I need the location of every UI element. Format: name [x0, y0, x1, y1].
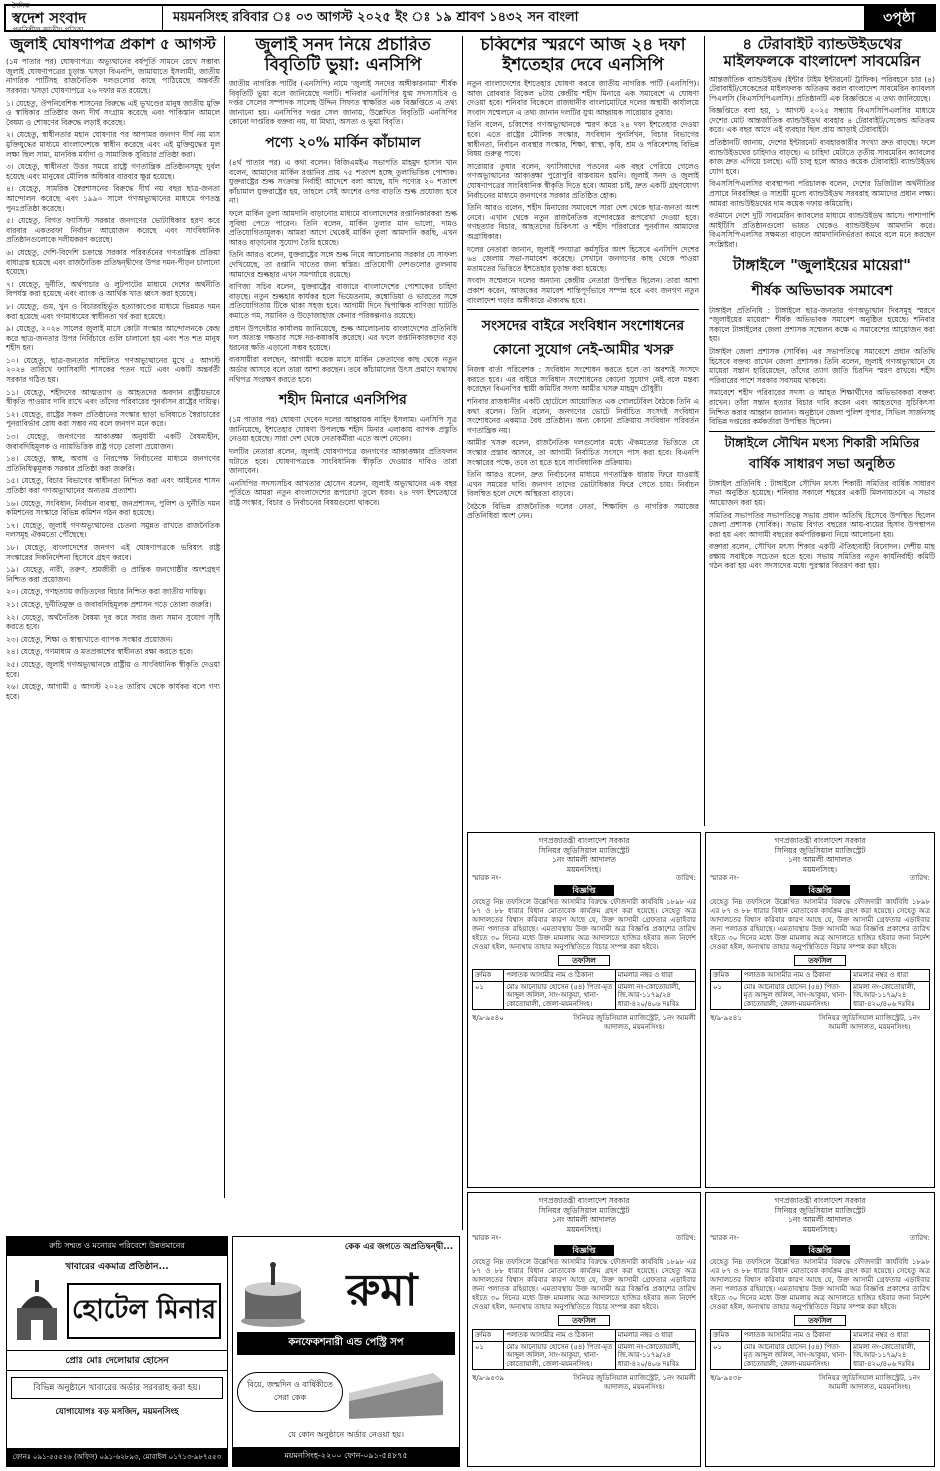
- paragraph: ২৩। যেহেতু, শিক্ষা ও স্বাস্থ্যখাতে ব্যাপক সংস্কার প্রয়োজন।: [6, 634, 173, 644]
- subheadline: টাঙ্গাইলে সৌখিন মৎস্য শিকারী সমিতির: [709, 431, 935, 455]
- notice-court: সিনিয়র জুডিসিয়াল ম্যাজিস্ট্রেট: [538, 1205, 630, 1215]
- article-ncp-manifesto: [467, 36, 699, 826]
- paragraph: ১২। যেহেতু, রাষ্ট্রের সকল প্রতিষ্ঠানের সংস্কার ছাড়া ভবিষ্যতে স্বৈরাচারের পুনরাবির্ভাব রোধ করা সম্ভব নয় বলে জনগণ মনে করে।: [6, 409, 220, 429]
- article-body: [6, 57, 220, 701]
- paragraph: বর্তমানে দেশে দুটি সাবমেরিন ক্যাবলের মাধ্যমে ব্যান্ডউইডথ আসে। পাশাপাশি আইটিসি প্রতিষ্ঠানগুলো ভারত থেকেও ব্যান্ডউইডথ আমদানি করে। বিএসসিপিএলসির সক্ষমতা বাড়লে আমদানিনির্ভরতা কমবে বলে মনে করছেন সংশ্লিষ্টরা।: [709, 211, 935, 249]
- mosque-icon: [13, 1280, 61, 1342]
- notice-court: সিনিয়র জুডিসিয়াল ম্যাজিস্ট্রেট: [774, 1205, 866, 1215]
- notice-text: যেহেতু নিম্ন তফসিলে উল্লেখিত আসামীর বিরুদ্ধে ফৌজদারী কার্যবিধি ১৮৯৮ এর ৮৭ ও ৮৮ ধারার বিধান মোতাবেক কার্যক্রম গ্রহণ করা হয়েছে। সেহেতু অত্র আদালতের বিশ্বাস করিবার কারণ আছে যে, উক্ত আসামী গ্রেফতার এড়াইবার জন্য পলাতক রহিয়াছে। এমতাবস্থায় উক্ত আসামী অত্র বিজ্ঞপ্তি প্রকাশের তারিখ হইতে ৩০ দিনের মধ্যে উক্ত মামলায় অত্র আদালতে হাজির হইবার জন্য নির্দেশ দেওয়া হইল, অন্যথায় তাহার অনুপস্থিতিতে বিচার সম্পন্ন করা হইবে।: [472, 1258, 696, 1311]
- paragraph: প্রতিষ্ঠানটি জানায়, দেশের ইন্টারনেট ব্যবহারকারীর সংখ্যা দ্রুত বাড়ছে। ফলে ব্যান্ডউইডথের চাহিদাও বাড়ছে। এ চাহিদা মেটাতে তৃতীয় সাবমেরিন ক্যাবলের কাজ দ্রুত এগিয়ে চলছে। এটি চালু হলে আরও কয়েক টেরাবাইট ব্যান্ডউইডথ যোগ হবে।: [709, 138, 935, 176]
- table-cell: মামলা নং-কোতোয়ালী, জি.আর-১১৭৯/২৪ ধারা-৪২০/৪০৬ দঃবিঃ: [851, 1341, 930, 1370]
- order-line: বিভিন্ন অনুষ্ঠানে খাবারের অর্ডার সরবরাহ করা হয়।: [11, 1377, 223, 1399]
- ad-top-line2: খাবারের একমাত্র প্রতিষ্ঠান...: [65, 1262, 169, 1272]
- paragraph: ৫। যেহেতু, বিগত ফ্যাসিস্ট সরকার জনগণের ভোটাধিকার হরণ করে বারবার একতরফা নির্বাচন আয়োজন করেছে এবং সাংবিধানিক প্রতিষ্ঠানগুলোকে দলীয়করণ করেছে।: [6, 216, 220, 245]
- paragraph: ৭। যেহেতু, দুর্নীতি, অর্থপাচার ও লুটপাটের মাধ্যমে দেশের অর্থনীতি বিপর্যস্ত করা হয়েছে এবং ব্যাংক ও আর্থিক খাত ধ্বংস করা হয়েছে।: [6, 279, 220, 299]
- notice-city: ময়মনসিংহ।: [802, 1224, 838, 1234]
- notice-court: সিনিয়র জুডিসিয়াল ম্যাজিস্ট্রেট: [538, 845, 630, 855]
- table-cell: মোঃ আনোয়ার হোসেন (৫৪) পিতা-মৃত আব্দুল জলিল, সাং-আকুয়া, থানা-কোতোয়ালী, জেলা-ময়মনসিংহ।: [741, 981, 851, 1010]
- table-header: পলাতক আসামীর নাম ও ঠিকানা: [504, 1330, 616, 1342]
- paragraph: তিনি বলেন, চব্বিশের গণঅভ্যুত্থানকে স্মরণ করে ২৪ দফা ইশতেহার দেওয়া হবে। এতে রাষ্ট্রের মৌলিক সংস্কার, সংবিধান পুনর্লিখন, বিচার বিভাগের স্বাধীনতা, নির্বাচন ব্যবস্থার সংস্কার, শিক্ষা, স্বাস্থ্য, কৃষি, শ্রম ও পরিবেশসহ বিভিন্ন বিষয় গুরুত্ব পাবে।: [467, 120, 699, 159]
- memo-label: স্মারক নং-: [710, 1234, 740, 1242]
- table-header: ক্রমিক: [473, 970, 504, 982]
- subheadline: পণ্যে ২০% মার্কিন কাঁচামাল: [265, 135, 421, 152]
- table-cell: মামলা নং-কোতোয়ালী, জি.আর-১১৭৯/২৪ ধারা-৪২০/৪০৬ দঃবিঃ: [851, 981, 930, 1010]
- paragraph: আন্তর্জাতিক ব্যান্ডউইডথ (ইন্টার টাইম ইন্টারনেট ট্রাফিক) পরিবহনে চার (৪) টেরাবাইট/সেকেন্ডের মাইলফলক অতিক্রম করল বাংলাদেশ সাবমেরিন ক্যাবলস পিএলসি (বিএসসিপিএলসি)। প্রতিষ্ঠানটি এক বিজ্ঞপ্তিতে এ তথ্য জানিয়েছে।: [709, 74, 935, 103]
- article-body: [709, 479, 935, 571]
- paragraph: ২। যেহেতু, স্বাধীনতার মহান ঘোষণার পর আপামর জনগণ দীর্ঘ নয় মাস মুক্তিযুদ্ধের মাধ্যমে বাংলাদেশকে স্বাধীন করেছে এবং এই মুক্তিযুদ্ধের মূল লক্ষ্য ছিল সাম্য, মানবিক মর্যাদা ও সামাজিক সুবিচার প্রতিষ্ঠা করা।: [6, 130, 220, 159]
- article-body: [467, 79, 699, 305]
- article-body: [229, 415, 457, 507]
- table-header: মামলার নম্বর ও ধারা: [851, 1330, 930, 1342]
- notice-signature: সিনিয়র জুডিসিয়াল ম্যাজিস্ট্রেট, ১নং আমলী আদালত, ময়মনসিংহ।: [573, 1014, 696, 1032]
- paragraph: জাতীয় নাগরিক পার্টির (এনসিপি) নামে 'জুলাই সনদের অঙ্গীকারনামা' শীর্ষক বিবৃতিটি ভুয়া বলে জানিয়েছে দলটি। শনিবার এনসিপির যুগ্ম সদস্যসচিব ও দপ্তর সেলের সম্পাদক সালেহ উদ্দিন সিফাত স্বাক্ষরিত এক বিজ্ঞপ্তিতে এ তথ্য জানানো হয়। এনসিপির দপ্তর সেল জানায়, উল্লেখিত বিবৃতিটি এনসিপির কোনো দাপ্তরিক বক্তব্য নয়, যা মিথ্যা, অসত্য ও ভুয়া বিবৃতি।: [229, 79, 457, 127]
- paragraph: নিজস্ব বার্তা পরিবেশক : সংবিধান সংশোধন করতে হলে তা অবশ্যই সংসদে করতে হবে। এর বাইরে সংবিধান সংশোধনের কোনো সুযোগ নেই বলে মন্তব্য করেছেন বিএনপির স্থায়ী কমিটির সদস্য আমীর খসরু মাহমুদ চৌধুরী।: [467, 365, 699, 394]
- date-label: তারিখ:: [909, 874, 930, 882]
- article-body: [229, 79, 457, 127]
- notice-text: যেহেতু নিম্ন তফসিলে উল্লেখিত আসামীর বিরুদ্ধে ফৌজদারী কার্যবিধি ১৮৯৮ এর ৮৭ ও ৮৮ ধারার বিধান মোতাবেক কার্যক্রম গ্রহণ করা হয়েছে। সেহেতু অত্র আদালতের বিশ্বাস করিবার কারণ আছে যে, উক্ত আসামী গ্রেফতার এড়াইবার জন্য পলাতক রহিয়াছে। এমতাবস্থায় উক্ত আসামী অত্র বিজ্ঞপ্তি প্রকাশের তারিখ হইতে ৩০ দিনের মধ্যে উক্ত মামলায় অত্র আদালতে হাজির হইবার জন্য নির্দেশ দেওয়া হইল, অন্যথায় তাহার অনুপস্থিতিতে বিচার সম্পন্ন করা হইবে।: [472, 898, 696, 951]
- table-cell: মামলা নং-কোতোয়ালী, জি.আর-১১৭৯/২৪ ধারা-৪২০/৪০৬ দঃবিঃ: [615, 1341, 695, 1370]
- logo-daily: দৈনিক: [12, 2, 30, 10]
- table-cell: ০১: [473, 1341, 504, 1370]
- table-header-row: [473, 970, 696, 982]
- notice-badge: বিজ্ঞপ্তি: [554, 885, 614, 896]
- shop-subtitle: কনফেকশনারী এন্ড পেস্ট্রি সপ: [237, 1332, 455, 1355]
- cake-icon: [237, 1259, 309, 1329]
- paragraph: ৪। যেহেতু, সামরিক স্বৈরশাসনের বিরুদ্ধে দীর্ঘ নয় বছর ছাত্র-জনতা আন্দোলন করেছে এবং ১৯৯০ সালে গণঅভ্যুত্থানের মাধ্যমে গণতন্ত্র পুনঃপ্রতিষ্ঠা করেছে।: [6, 184, 220, 213]
- paragraph: শনিবার রাজধানীর একটি হোটেলে আয়োজিত এক গোলটেবিল বৈঠকে তিনি এ কথা বলেন। তিনি বলেন, জনগণের ভোটে নির্বাচিত সংসদই সংবিধান সংশোধনের একমাত্র বৈধ প্রতিষ্ঠান। অন্য কোনো প্রক্রিয়ায় সংবিধান পরিবর্তন গণতান্ত্রিক নয়।: [467, 396, 699, 435]
- notice-badge: বিজ্ঞপ্তি: [554, 1245, 614, 1256]
- paragraph: সারোয়ার তুষার বলেন, ফ্যাসিবাদের পতনের এক বছর পেরিয়ে গেলেও গণঅভ্যুত্থানের আকাঙ্ক্ষা পুরোপুরি বাস্তবায়ন হয়নি। জুলাই সনদ ও জুলাই ঘোষণাপত্রের সাংবিধানিক স্বীকৃতি দিতে হবে। আমরা চাই, দ্রুত একটি গ্রহণযোগ্য নির্বাচনের মাধ্যমে জনগণের সরকার প্রতিষ্ঠিত হোক।: [467, 161, 699, 200]
- notice-signature: সিনিয়র জুডিসিয়াল ম্যাজিস্ট্রেট, ১নং আমলী আদালত, ময়মনসিংহ।: [573, 1374, 696, 1392]
- paragraph: ৩। যেহেতু, স্বাধীনতা উত্তর সময়ে রাষ্ট্রে গণতান্ত্রিক প্রতিষ্ঠানসমূহ দুর্বল হয়েছে এবং মানুষের মৌলিক অধিকার বারবার ক্ষুণ্ণ হয়েছে।: [6, 162, 220, 181]
- table-cell: ০১: [711, 981, 742, 1010]
- table-cell: ০১: [711, 1341, 742, 1370]
- paragraph: বাণিজ্য সচিব বলেন, যুক্তরাষ্ট্রের বাজারে বাংলাদেশের পোশাকের চাহিদা বাড়ছে। নতুন শুল্কহার কার্যকর হলে ভিয়েতনাম, কম্বোডিয়া ও ভারতের সঙ্গে প্রতিযোগিতায় টিকে থাকা সহজ হবে। আগামী দিনে দ্বিপাক্ষিক বাণিজ্য ঘাটতি কমাতে গম, সয়াবিন ও উড়োজাহাজ কেনার পরিকল্পনাও রয়েছে।: [229, 282, 457, 320]
- article-body: [467, 365, 699, 521]
- paragraph: ১৫। যেহেতু, বিচার বিভাগের স্বাধীনতা নিশ্চিত করা এবং আইনের শাসন প্রতিষ্ঠা করা গণঅভ্যুত্থানের অন্যতম প্রত্যাশা।: [6, 476, 220, 495]
- notice-court: সিনিয়র জুডিসিয়াল ম্যাজিস্ট্রেট: [774, 845, 866, 855]
- notice-signature: সিনিয়র জুডিসিয়াল ম্যাজিস্ট্রেট, ১নং আমলী আদালত, ময়মনসিংহ।: [819, 1014, 920, 1032]
- notice-court2: ১নং আমলী আদালত: [787, 1215, 853, 1224]
- table-header: পলাতক আসামীর নাম ও ঠিকানা: [504, 970, 616, 982]
- table-header-row: [473, 1330, 696, 1342]
- speech-bubble: বিয়ে, জন্মদিন ও বার্ষিকীতে সেরা কেক: [237, 1372, 343, 1412]
- paragraph: আমীর খসরু বলেন, রাজনৈতিক দলগুলোর মধ্যে ঐকমত্যের ভিত্তিতে যে সংস্কার প্রস্তাব আসবে, তা আগামী নির্বাচিত সংসদে পাস করা হবে। বিএনপি সংস্কারের পক্ষে, তবে তা হতে হবে সাংবিধানিক প্রক্রিয়ায়।: [467, 438, 699, 467]
- table-header: মামলার নম্বর ও ধারা: [851, 970, 930, 982]
- notice-court2: ১নং আমলী আদালত: [551, 855, 617, 864]
- paragraph: নতুন বাংলাদেশের ইশতেহার ঘোষণা করবে জাতীয় নাগরিক পার্টি (এনসিপি)। আজ রোববার বিকেল ৪টায় কেন্দ্রীয় শহীদ মিনারে এক সমাবেশে এ ঘোষণা দেওয়া হবে। শনিবার বিকেলে রাজধানীর বাংলামোটরে দলের অস্থায়ী কার্যালয়ে সংবাদ সম্মেলনে এ তথ্য জানান দলটির যুগ্ম আহ্বায়ক সারোয়ার তুষার।: [467, 79, 699, 117]
- paragraph: (১ম পাতার পর) ঘোষণা দেবেন দলের আহ্বায়ক নাহিদ ইসলাম। এনসিপি সূত্র জানিয়েছে, ইশতেহার ঘোষণা উপলক্ষে শহীদ মিনার এলাকায় ব্যাপক প্রস্তুতি নেওয়া হয়েছে। সারা দেশ থেকে নেতাকর্মীরা এতে অংশ নেবেন।: [229, 415, 457, 444]
- article-body: [709, 75, 935, 250]
- contact: ময়মনসিংহ-২২০০ ফোন-০৯১-৫৪৮৭৫: [233, 1447, 459, 1466]
- notice-badge: বিজ্ঞপ্তি: [790, 1245, 850, 1256]
- table-header: পলাতক আসামীর নাম ও ঠিকানা: [741, 970, 851, 982]
- table-row: [473, 1341, 696, 1370]
- paragraph: দলের নেতারা জানান, জুলাই পদযাত্রা কর্মসূচির অংশ হিসেবে এনসিপি দেশের ৬৪ জেলায় সভা-সমাবেশ করেছে। সেখানে জনগণের কাছ থেকে পাওয়া মতামতের ভিত্তিতে ইশতেহার চূড়ান্ত করা হয়েছে।: [467, 244, 699, 273]
- notice-city: ময়মনসিংহ।: [802, 864, 838, 874]
- table-header: মামলার নম্বর ও ধারা: [615, 1330, 695, 1342]
- court-notice: [467, 832, 701, 1188]
- headline-line2: মাইলফলকে বাংলাদেশ সাবমেরিন: [723, 52, 921, 71]
- table-header-row: [711, 970, 930, 982]
- paragraph: টাঙ্গাইল প্রতিনিধি : টাঙ্গাইলে সৌখিন মৎস্য শিকারী সমিতির বার্ষিক সাধারণ সভা অনুষ্ঠিত হয়েছে। শনিবার সকালে শহরের একটি মিলনায়তনে এ সভার আয়োজন করা হয়।: [709, 478, 935, 507]
- logo-name: স্বদেশ সংবাদ: [12, 9, 87, 27]
- subheadline: সংসদের বাইরে সংবিধান সংশোধনের কোনো সুযোগ নেই-আমীর খসরু: [467, 309, 699, 362]
- court-notice: [705, 1192, 935, 1467]
- paragraph: ২১। যেহেতু, দুর্নীতিমুক্ত ও জবাবদিহিমূলক প্রশাসন গড়ে তোলা জরুরি।: [6, 599, 212, 609]
- memo-label: স্মারক নং-: [472, 874, 502, 882]
- memo-label: স্মারক নং-: [710, 874, 740, 882]
- column-divider: [224, 36, 225, 1198]
- paragraph: তিনি আরও বলেন, দ্রুত নির্বাচনের মাধ্যমে গণতান্ত্রিক ধারায় ফিরে যাওয়াই এখন সময়ের দাবি। জনগণ তাদের ভোটাধিকার ফিরে পেতে চায়। নির্বাচন বিলম্বিত হলে দেশে অস্থিরতা বাড়বে।: [467, 470, 699, 499]
- paragraph: ফলে মার্কিন তুলা আমদানি বাড়ানোর মাধ্যমে বাংলাদেশের রপ্তানিকারকরা শুল্ক সুবিধা পেতে পারেন। তিনি বলেন, মার্কিন তুলার মান ভালো, দামও প্রতিযোগিতামূলক। আমরা আগে থেকেই মার্কিন তুলা আমদানি করছি, এখন আরও বাড়ানোর সুযোগ তৈরি হয়েছে।: [229, 209, 457, 247]
- table-header: ক্রমিক: [473, 1330, 504, 1342]
- paragraph: তিনি আরও বলেন, শহীদ মিনারের সমাবেশে সারা দেশ থেকে ছাত্র-জনতা অংশ নেবে। এখান থেকে নতুন রাজনৈতিক বন্দোবস্তের রূপরেখা দেওয়া হবে। গণহত্যার বিচার, আহতদের চিকিৎসা ও শহীদ পরিবারের পুনর্বাসন আমাদের অগ্রাধিকার।: [467, 203, 699, 241]
- hotel-name: হোটেল মিনার: [67, 1283, 221, 1339]
- page-number: ৩পৃষ্ঠা: [864, 6, 934, 30]
- schedule-table: [472, 1329, 696, 1370]
- paragraph: ৬। যেহেতু, দেশি-বিদেশি চক্রান্তে সরকার পরিবর্তনের গণতান্ত্রিক প্রক্রিয়া বাধাগ্রস্ত হয়েছে এবং রাজনৈতিক প্রতিদ্বন্দ্বীদের উপর দমন-পীড়ন চালানো হয়েছে।: [6, 247, 220, 277]
- paragraph: ২০। যেহেতু, গণহত্যায় জড়িতদের বিচার নিশ্চিত করা জাতীয় দায়িত্ব।: [6, 587, 206, 597]
- paragraph: সমাবেশে শহীদ পরিবারের সদস্য ও আহত শিক্ষার্থীদের অভিভাবকরা বক্তব্য রাখেন। তাঁরা সন্তান হত্যার বিচার দাবি করেন এবং আহতদের সুচিকিৎসা নিশ্চিত করার আহ্বান জানান। অনুষ্ঠানে জেলা পুলিশ সুপার, সিভিল সার্জনসহ বিভিন্ন দপ্তরের কর্মকর্তারা উপস্থিত ছিলেন।: [709, 388, 935, 427]
- paragraph: দলটির নেতারা বলেন, জুলাই ঘোষণাপত্রে জনগণের আকাঙ্ক্ষার প্রতিফলন ঘটাতে হবে। ঘোষণাপত্রকে সাংবিধানিক স্বীকৃতি দেওয়ার দাবিও তারা জানাবেন।: [229, 446, 457, 476]
- schedule-label: তফসিল: [794, 1315, 846, 1326]
- date-label: তারিখ:: [909, 1234, 930, 1242]
- notice-ref: স্ব/৯-৯৫৩৯: [472, 1374, 504, 1383]
- notice-badge: বিজ্ঞপ্তি: [790, 885, 850, 896]
- paragraph: ১। যেহেতু, ঔপনিবেশিক শাসনের বিরুদ্ধে এই ভূখণ্ডের মানুষ জাতীয় মুক্তি ও স্বাধিকার প্রতিষ্ঠার জন্য দীর্ঘ সংগ্রাম করেছে এবং পাকিস্তান আমলে বৈষম্য ও শোষণের বিরুদ্ধে লড়াই করেছে।: [6, 98, 220, 127]
- dateline: ময়মনসিংহ রবিবার ঃ ০৩ আগস্ট ২০২৫ ইং ঃ ১৯ শ্রাবণ ১৪৩২ সন বাংলা: [173, 9, 579, 25]
- table-header: পলাতক আসামীর নাম ও ঠিকানা: [741, 1330, 851, 1342]
- paragraph: টাঙ্গাইল জেলা প্রশাসক (সার্বিক) এর সভাপতিত্বে সমাবেশে প্রধান অতিথি হিসেবে বক্তব্য রাখেন জেলা প্রশাসক। তিনি বলেন, জুলাই গণঅভ্যুত্থানে যে মায়েরা সন্তান হারিয়েছেন, তাঁদের ত্যাগ জাতি চিরদিন স্মরণ রাখবে। শহীদ পরিবারের পাশে সরকার সবসময় থাকবে।: [709, 346, 935, 385]
- column-divider: [462, 36, 463, 1230]
- paragraph: বৈঠকে বিভিন্ন রাজনৈতিক দলের নেতা, শিক্ষাবিদ ও নাগরিক সমাজের প্রতিনিধিরা অংশ নেন।: [467, 501, 699, 521]
- table-header: ক্রমিক: [711, 1330, 742, 1342]
- paragraph: (১ম পাতার পর) ঘোষণাপত্র। অভ্যুত্থানের বর্ষপূর্তি সামনে রেখে সম্ভাব্য জুলাই ঘোষণাপত্রের চূড়ান্ত খসড়া বিএনপি, জামায়াতে ইসলামী, জাতীয় নাগরিক পার্টিসহ রাজনৈতিক দলগুলোর কাছে পাঠিয়েছে অন্তর্বর্তী সরকার। খসড়া ঘোষণাপত্রে ২৬ দফার মত রয়েছে।: [6, 57, 220, 96]
- newspaper-logo: [6, 2, 163, 34]
- subheadline: টাঙ্গাইলে "জুলাইয়ের মায়েরা": [733, 255, 911, 274]
- paragraph: ১৭। যেহেতু, জুলাই গণঅভ্যুত্থানের চেতনা সমুন্নত রাখতে রাজনৈতিক দলসমূহ ঐকমত্যে পৌঁছেছে।: [6, 520, 220, 540]
- paragraph: (৪র্থ পাতার পর) এ কথা বলেন। বিজিএমইএ সভাপতি মাহমুদ হাসান খান বলেন, আমাদের মার্কিন রপ্তানির প্রায় ৭৫ শতাংশ হচ্ছে তুলাভিত্তিক পোশাক। যুক্তরাষ্ট্রের শুল্ক সংক্রান্ত নির্বাহী আদেশে বলা আছে, যদি পণ্যের ২০ শতাংশ কাঁচামাল যুক্তরাষ্ট্রের হয়, তাহলে সেই অংশের ওপর বাড়তি শুল্ক প্রযোজ্য হবে না।: [229, 158, 457, 206]
- schedule-table: [472, 969, 696, 1010]
- cake-slice-icon: [343, 1361, 453, 1423]
- headline: চব্বিশের স্মরণে আজ ২৪ দফা ইশতেহার দেবে এনসিপি: [480, 36, 686, 75]
- paragraph: টাঙ্গাইল প্রতিনিধি : টাঙ্গাইলে ছাত্র-জনতার গণঅভ্যুত্থান দিবসমূহ স্মরণে "জুলাইয়ের মায়েরা" শীর্ষক অভিভাবক সমাবেশ অনুষ্ঠিত হয়েছে। শনিবার সকালে টাঙ্গাইলের জেলা প্রশাসক সম্মেলন কক্ষে এ সমাবেশের আয়োজন করা হয়।: [709, 305, 935, 344]
- headline: জুলাই ঘোষণাপত্র প্রকাশ ৫ আগস্ট: [10, 36, 216, 53]
- notice-city: ময়মনসিংহ।: [566, 864, 602, 874]
- date-label: তারিখ:: [675, 1234, 696, 1242]
- proprietor: প্রোঃ মোঃ দেলোয়ার হোসেন: [7, 1350, 227, 1371]
- subheadline-line2: বার্ষিক সাধারণ সভা অনুষ্ঠিত: [749, 456, 895, 472]
- article-ncp-fake-statement: [229, 36, 457, 1230]
- notice-ref: স্ব/৯-৯৫৪০: [472, 1014, 504, 1023]
- table-cell: মামলা নং-কোতোয়ালী, জি.আর-১১৭৯/২৪ ধারা-৪২০/৪০৬ দঃবিঃ: [615, 981, 695, 1010]
- notice-gov: গণপ্রজাতন্ত্রী বাংলাদেশ সরকার: [538, 836, 630, 845]
- notice-gov: গণপ্রজাতন্ত্রী বাংলাদেশ সরকার: [774, 836, 866, 845]
- schedule-table: [710, 969, 930, 1010]
- notice-signature: সিনিয়র জুডিসিয়াল ম্যাজিস্ট্রেট, ১নং আমলী আদালত, ময়মনসিংহ।: [819, 1374, 920, 1392]
- ad-tagline: কেক এর জগতে অপ্রতিদ্বন্দ্বী...: [344, 1242, 453, 1252]
- paragraph: ১১। যেহেতু, শহীদদের আত্মত্যাগ ও আহতদের অবদান রাষ্ট্রীয়ভাবে স্বীকৃতি পাওয়ার দাবি রাখে এবং তাঁদের পরিবারের পুনর্বাসন রাষ্ট্রের দায়িত্ব।: [6, 387, 220, 407]
- table-header: ক্রমিক: [711, 970, 742, 982]
- paragraph: ১০। যেহেতু, ছাত্র-জনতার সম্মিলিত গণঅভ্যুত্থানের মুখে ৫ আগস্ট ২০২৪ তারিখে ফ্যাসিবাদী শাসকের পতন ঘটে এবং একটি অন্তর্বর্তী সরকার গঠিত হয়।: [6, 355, 220, 385]
- subheadline-line2: শীর্ষক অভিভাবক সমাবেশ: [751, 282, 893, 299]
- ad-hotel-minar: [6, 1236, 228, 1467]
- paragraph: ২৬। যেহেতু, আগামী ৫ আগস্ট ২০২৪ তারিখ থেকে কার্যকর বলে গণ্য হবে।: [6, 682, 220, 701]
- table-row: [473, 981, 696, 1010]
- table-row: [711, 1341, 930, 1370]
- paragraph: ২৪। যেহেতু, গণমাধ্যম ও মতপ্রকাশের স্বাধীনতা রক্ষা করতে হবে।: [6, 647, 193, 657]
- paragraph: ১৪। যেহেতু, স্বচ্ছ, অবাধ ও নিরপেক্ষ নির্বাচনের মাধ্যমে জনগণের প্রতিনিধিত্বমূলক সরকার প্রতিষ্ঠা করা জরুরি।: [6, 454, 220, 473]
- paragraph: ১৮। যেহেতু, বাংলাদেশের জনগণ এই ঘোষণাপত্রকে ভবিষ্যৎ রাষ্ট্র সংস্কারের দিকনির্দেশনা হিসেবে গ্রহণ করবে।: [6, 542, 220, 562]
- paragraph: বিজ্ঞপ্তিতে বলা হয়, ১ আগস্ট ২০২৫ সন্ধ্যায় বিএসসিপিএলসির মাধ্যমে দেশের মোট আন্তর্জাতিক ব্যান্ডউইডথ ব্যবহার ৪ টেরাবাইট/সেকেন্ড অতিক্রম করে। এক বছর আগে এই ব্যবহার ছিল প্রায় আড়াই টেরাবাইট।: [709, 106, 935, 135]
- court-notice: [705, 832, 935, 1188]
- paragraph: প্রধান উপদেষ্টার কার্যালয় জানিয়েছে, শুল্ক আলোচনায় বাংলাদেশের প্রতিনিধি দল অত্যন্ত দক্ষতার সঙ্গে দর-কষাকষি করেছে। এর ফলে রপ্তানিকারকদের বড় ধরনের ক্ষতি এড়ানো সম্ভব হয়েছে।: [229, 323, 457, 352]
- notice-court2: ১নং আমলী আদালত: [787, 855, 853, 864]
- table-row: [711, 981, 930, 1010]
- ad-ruma-confectionery: [232, 1236, 460, 1467]
- paragraph: সমিতির সভাপতির সভাপতিত্বে সভায় প্রধান অতিথি হিসেবে উপস্থিত ছিলেন জেলা প্রশাসক (সার্বিক)। সভায় বিগত বছরের আয়-ব্যয়ের হিসাব উপস্থাপন করা হয় এবং আগামী বছরের কর্মপরিকল্পনা নিয়ে আলোচনা হয়।: [709, 510, 935, 539]
- notice-ref: স্ব/৯-৯৫৩৮: [710, 1374, 742, 1383]
- article-bandwidth: [709, 36, 935, 826]
- notice-city: ময়মনসিংহ।: [566, 1224, 602, 1234]
- notice-text: যেহেতু নিম্ন তফসিলে উল্লেখিত আসামীর বিরুদ্ধে ফৌজদারী কার্যবিধি ১৮৯৮ এর ৮৭ ও ৮৮ ধারার বিধান মোতাবেক কার্যক্রম গ্রহণ করা হয়েছে। সেহেতু অত্র আদালতের বিশ্বাস করিবার কারণ আছে যে, উক্ত আসামী গ্রেফতার এড়াইবার জন্য পলাতক রহিয়াছে। এমতাবস্থায় উক্ত আসামী অত্র বিজ্ঞপ্তি প্রকাশের তারিখ হইতে ৩০ দিনের মধ্যে উক্ত মামলায় অত্র আদালতে হাজির হইবার জন্য নির্দেশ দেওয়া হইল, অন্যথায় তাহার অনুপস্থিতিতে বিচার সম্পন্ন করা হইবে।: [710, 898, 930, 951]
- article-body: [709, 306, 935, 427]
- column-divider: [704, 36, 705, 826]
- address: যোগাযোগঃ বড় মসজিদ, ময়মনসিংহ: [55, 1407, 179, 1417]
- ad-top-line: রুচি সম্মত ও মনোরম পরিবেশে উন্নতমানের: [7, 1237, 227, 1256]
- notice-ref: স্ব/৯-৯৫৪১: [710, 1014, 742, 1023]
- memo-label: স্মারক নং-: [472, 1234, 502, 1242]
- paragraph: ১৯। যেহেতু, নারী, তরুণ, শ্রমজীবী ও প্রান্তিক জনগোষ্ঠীর অংশগ্রহণ নিশ্চিত করা প্রয়োজন।: [6, 565, 220, 584]
- table-header: মামলার নম্বর ও ধারা: [615, 970, 695, 982]
- paragraph: ব্যবসায়ীরা বলছেন, আগামী কয়েক মাসে মার্কিন ক্রেতাদের কাছ থেকে নতুন অর্ডার আসবে বলে তারা আশা করছেন। তবে কাঁচামালের উৎস প্রমাণে যথাযথ নথিপত্র সংরক্ষণ করতে হবে।: [229, 355, 457, 384]
- notice-text: যেহেতু নিম্ন তফসিলে উল্লেখিত আসামীর বিরুদ্ধে ফৌজদারী কার্যবিধি ১৮৯৮ এর ৮৭ ও ৮৮ ধারার বিধান মোতাবেক কার্যক্রম গ্রহণ করা হয়েছে। সেহেতু অত্র আদালতের বিশ্বাস করিবার কারণ আছে যে, উক্ত আসামী গ্রেফতার এড়াইবার জন্য পলাতক রহিয়াছে। এমতাবস্থায় উক্ত আসামী অত্র বিজ্ঞপ্তি প্রকাশের তারিখ হইতে ৩০ দিনের মধ্যে উক্ত মামলায় অত্র আদালতে হাজির হইবার জন্য নির্দেশ দেওয়া হইল, অন্যথায় তাহার অনুপস্থিতিতে বিচার সম্পন্ন করা হইবে।: [710, 1258, 930, 1311]
- notice-gov: গণপ্রজাতন্ত্রী বাংলাদেশ সরকার: [538, 1196, 630, 1205]
- table-cell: মোঃ আনোয়ার হোসেন (৫৪) পিতা-মৃত আব্দুল জলিল, সাং-আকুয়া, থানা-কোতোয়ালী, জেলা-ময়মনসিংহ।: [504, 981, 616, 1010]
- table-header-row: [711, 1330, 930, 1342]
- schedule-label: তফসিল: [794, 955, 846, 966]
- schedule-table: [710, 1329, 930, 1370]
- paragraph: বিএসসিপিএলসির ব্যবস্থাপনা পরিচালক বলেন, দেশের ডিজিটাল অর্থনীতির প্রসারে নিরবচ্ছিন্ন ও সাশ্রয়ী মূল্যে ব্যান্ডউইডথ সরবরাহ আমাদের প্রধান লক্ষ্য। আমরা ব্যান্ডউইডথের দাম কয়েক দফায় কমিয়েছি।: [709, 179, 935, 208]
- call-line: যে কোন অনুষ্ঠানে অর্ডার নেওয়া হয়।: [288, 1430, 404, 1439]
- paragraph: ২২। যেহেতু, অর্থনৈতিক বৈষম্য দূর করে সবার জন্য সমান সুযোগ সৃষ্টি করতে হবে।: [6, 612, 220, 632]
- date-label: তারিখ:: [675, 874, 696, 882]
- schedule-label: তফসিল: [558, 955, 610, 966]
- shop-name: রুমা: [346, 1265, 418, 1316]
- paragraph: বক্তারা বলেন, সৌখিন মৎস্য শিকার একটি ঐতিহ্যবাহী বিনোদন। দেশীয় মাছ রক্ষায় সবাইকে সচেতন হতে হবে। সভায় সমিতির নতুন কার্যনির্বাহী কমিটি গঠন করা হয় এবং সদস্যদের মধ্যে পুরস্কার বিতরণ করা হয়।: [709, 542, 935, 571]
- paragraph: এনসিপির সদস্যসচিব আখতার হোসেন বলেন, জুলাই অভ্যুত্থানের এক বছর পূর্তিতে আমরা নতুন বাংলাদেশের রূপরেখা তুলে ধরব। ২৪ দফা ইশতেহারে রাষ্ট্র সংস্কার, বিচার ও নির্বাচনের বিষয়গুলো থাকবে।: [229, 478, 457, 507]
- headline: জুলাই সনদ নিয়ে প্রচারিত বিবৃতিটি ভুয়া: এনসিপি: [255, 36, 431, 75]
- court-notice: [467, 1192, 701, 1467]
- paragraph: তিনি আরও বলেন, যুক্তরাষ্ট্রের সঙ্গে শুল্ক নিয়ে আলোচনায় সরকার যে সাফল্য দেখিয়েছে, তা রপ্তানি খাতের জন্য স্বস্তির। প্রতিযোগী দেশগুলোর তুলনায় আমাদের শুল্কহার এখন সমপর্যায়ে রয়েছে।: [229, 250, 457, 279]
- schedule-label: তফসিল: [558, 1315, 610, 1326]
- paragraph: ৮। যেহেতু, গুম, খুন ও বিচারবহির্ভূত হত্যাকাণ্ডের মাধ্যমে ভিন্নমত দমন করা হয়েছে এবং গণমাধ্যমের স্বাধীনতা খর্ব করা হয়েছে।: [6, 301, 220, 321]
- notice-court2: ১নং আমলী আদালত: [551, 1215, 617, 1224]
- paragraph: সংবাদ সম্মেলনে দলের অন্যান্য কেন্দ্রীয় নেতারা উপস্থিত ছিলেন। তারা আশা প্রকাশ করেন, আজকের সমাবেশ শান্তিপূর্ণভাবে সম্পন্ন হবে এবং জনগণ নতুন বাংলাদেশ গড়ার অঙ্গীকারে ঐক্যবদ্ধ হবে।: [467, 276, 699, 305]
- paragraph: ২৫। যেহেতু, জুলাই গণঅভ্যুত্থানকে রাষ্ট্রীয় ও সাংবিধানিক স্বীকৃতি দেওয়া হবে।: [6, 659, 220, 679]
- phone: ফোনঃ ০৯১-৫৫৫২৬ (অফিস) ০৯১-৬২৮৯৩, মোবাইল ০১৭১৩-৯৮৭৫৫৩: [7, 1448, 227, 1466]
- paragraph: ৯। যেহেতু, ২০২৪ সালের জুলাই মাসে কোটা সংস্কার আন্দোলনকে কেন্দ্র করে ছাত্র-জনতার উপর নির্বিচারে গুলি চালানো হয় এবং শত শত মানুষ শহীদ হন।: [6, 324, 220, 353]
- subheadline: শহীদ মিনারে এনসিপির: [279, 392, 407, 409]
- article-july-declaration: [6, 36, 220, 1198]
- table-cell: ০১: [473, 981, 504, 1010]
- article-body: [229, 158, 457, 384]
- table-cell: মোঃ আনোয়ার হোসেন (৫৪) পিতা-মৃত আব্দুল জলিল, সাং-আকুয়া, থানা-কোতোয়ালী, জেলা-ময়মনসিংহ।: [741, 1341, 851, 1370]
- logo-tagline: প্রগতিশীল জাতীয় পত্রিকা: [12, 26, 84, 34]
- masthead: [4, 4, 936, 32]
- paragraph: ১৩। যেহেতু, জনগণের আকাঙ্ক্ষা অনুযায়ী একটি বৈষম্যহীন, জবাবদিহিমূলক ও ন্যায়ভিত্তিক রাষ্ট্র গড়ে তোলা প্রয়োজন।: [6, 432, 220, 451]
- headline: ৪ টেরাবাইট ব্যান্ডউইডথের: [742, 36, 902, 53]
- notice-gov: গণপ্রজাতন্ত্রী বাংলাদেশ সরকার: [774, 1196, 866, 1205]
- table-cell: মোঃ আনোয়ার হোসেন (৫৪) পিতা-মৃত আব্দুল জলিল, সাং-আকুয়া, থানা-কোতোয়ালী, জেলা-ময়মনসিংহ।: [504, 1341, 616, 1370]
- paragraph: ১৬। যেহেতু, সংবিধান, নির্বাচন ব্যবস্থা, জনপ্রশাসন, পুলিশ ও দুর্নীতি দমন কমিশনের সংস্কারে বিভিন্ন কমিশন গঠন করা হয়েছে।: [6, 498, 220, 518]
